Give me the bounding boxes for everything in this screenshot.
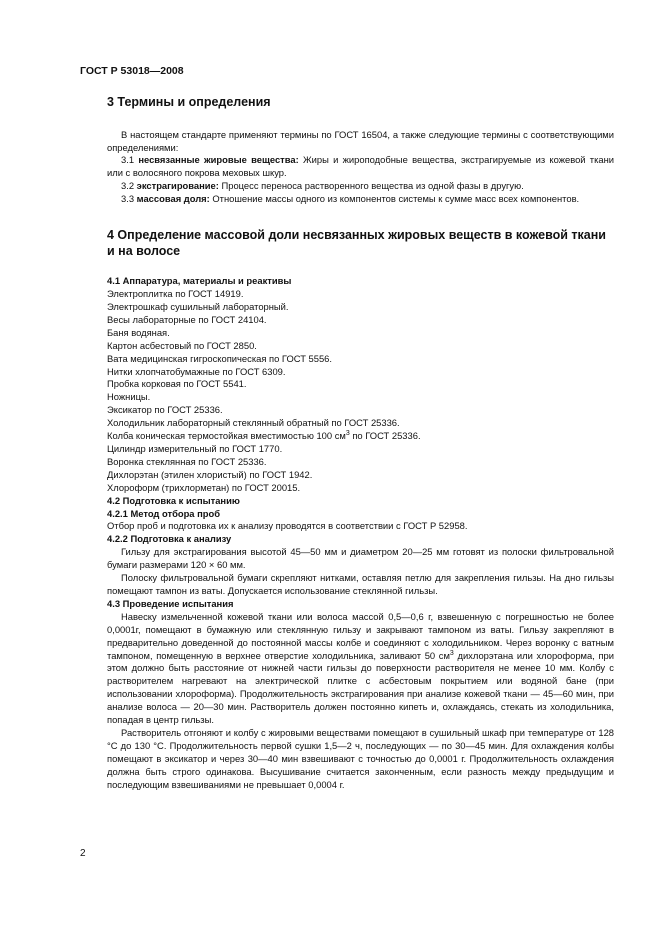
equipment-item: Электроплитка по ГОСТ 14919.	[107, 288, 244, 300]
equipment-item: Холодильник лабораторный стеклянный обратный по ГОСТ 25336.	[107, 417, 400, 429]
equipment-item: Эксикатор по ГОСТ 25336.	[107, 404, 223, 416]
term-name: экстрагирование:	[136, 180, 219, 192]
flask-unit-superscript: 3	[345, 429, 350, 437]
term-number: 3.2	[121, 180, 135, 192]
equipment-item: Баня водяная.	[107, 326, 170, 338]
section-4-2-1-title: 4.2.1 Метод отбора проб	[107, 507, 221, 519]
section-4-3-paragraph-1	[107, 611, 614, 727]
equipment-item: Нитки хлопчатобумажные по ГОСТ 6309.	[107, 365, 286, 377]
term-number: 3.3	[121, 193, 135, 205]
term-name: несвязанные жировые вещества:	[138, 154, 299, 166]
document-code: ГОСТ Р 53018—2008	[80, 65, 184, 77]
equipment-item: Пробка корковая по ГОСТ 5541.	[107, 378, 247, 390]
equipment-item: Хлороформ (трихлорметан) по ГОСТ 20015.	[107, 481, 301, 493]
equipment-item: Дихлорэтан (этилен хлористый) по ГОСТ 1942.	[107, 468, 313, 480]
equipment-list	[107, 288, 614, 495]
section-4-2-2-paragraph-2: Полоску фильтровальной бумаги скрепляют нитками, оставляя петлю для закрепления гильзы. На дно гильзы помещают тампон из ваты. Допускается использование стеклянной гильзы.	[107, 572, 614, 596]
term-3-2	[107, 180, 614, 193]
section-4-2-title: 4.2 Подготовка к испытанию	[107, 494, 240, 506]
equipment-item: Вата медицинская гигроскопическая по ГОСТ 5556.	[107, 352, 333, 364]
equipment-item: Воронка стеклянная по ГОСТ 25336.	[107, 455, 267, 467]
section-3-intro: В настоящем стандарте применяют термины по ГОСТ 16504, а также следующие термины с соответствующими определениями:	[107, 128, 614, 153]
section-4-2-2-title: 4.2.2 Подготовка к анализу	[107, 533, 232, 545]
section-3-title: 3 Термины и определения	[107, 95, 271, 109]
paragraph-text: Навеску измельченной кожевой ткани или волоса массой 0,5—0,6 г, взвешенную с погрешностью не более 0,0001г, помещают в бумажную или стеклянную гильзу и закрывают тампоном из ваты. Гильзу закрепляют в предварительно доведенной до постоянной массы колбе и соединяют с холодильником. Через воронку с ватным тампоном, помещенную в верхнее отверстие холодильника, заливают 50 см	[107, 610, 614, 661]
equipment-item-flask	[107, 430, 614, 443]
section-4-1-title: 4.1 Аппаратура, материалы и реактивы	[107, 275, 292, 287]
flask-text: Колба коническая термостойкая вместимостью 100 см	[107, 430, 346, 442]
section-4-3-title: 4.3 Проведение испытания	[107, 597, 234, 609]
term-definition: Отношение массы одного из компонентов системы к сумме масс всех компонентов.	[212, 193, 580, 205]
section-4-2-1-text: Отбор проб и подготовка их к анализу проводятся в соответствии с ГОСТ Р 52958.	[107, 520, 468, 532]
equipment-item: Цилиндр измерительный по ГОСТ 1770.	[107, 443, 283, 454]
equipment-item: Ножницы.	[107, 391, 151, 403]
term-number: 3.1	[121, 154, 135, 166]
term-definition: Жиры и жироподобные вещества, экстрагируемые из кожевой ткани или с волосяного покрова меховых шкур.	[107, 154, 615, 179]
equipment-item: Электрошкаф сушильный лабораторный.	[107, 301, 289, 313]
page-content	[107, 95, 614, 791]
flask-standard: по ГОСТ 25336.	[349, 430, 421, 442]
term-name: массовая доля:	[136, 193, 210, 205]
page-number: 2	[80, 848, 86, 859]
term-definition: Процесс переноса растворенного вещества из одной фазы в другую.	[221, 180, 524, 192]
paragraph-text-continued: дихлорэтана или хлороформа, при этом должно быть расстояние от нижней части гильзы до поверхности растворителя не менее 10 мм. Колбу с растворителем нагревают на электрической плитке с асбестовым покрытием или водяной бане (при использовании хлороформа). Продолжительность экстрагирования при анализе кожевой ткани — 45—60 мин, при анализе волоса — 20—30 мин. Растворитель должен постоянно кипеть и, охлаждаясь, стекать из холодильника, попадая в центр гильзы.	[107, 649, 614, 726]
equipment-item: Картон асбестовый по ГОСТ 2850.	[107, 339, 257, 351]
section-4-2-2-paragraph-1: Гильзу для экстрагирования высотой 45—50 мм и диаметром 20—25 мм готовят из полоски фильтровальной бумаги размерами 120 × 60 мм.	[107, 546, 614, 571]
term-3-3	[107, 193, 614, 206]
unit-superscript: 3	[449, 649, 454, 657]
term-3-1	[107, 154, 614, 180]
equipment-item: Весы лабораторные по ГОСТ 24104.	[107, 313, 267, 325]
section-4-3-paragraph-2: Растворитель отгоняют и колбу с жировыми веществами помещают в сушильный шкаф при температуре от 128 °С до 130 °С. Продолжительность первой сушки 1,5—2 ч, последующих — по 30—45 мин. Для охлаждения колбы помещают в эксикатор и через 30—40 мин взвешивают с точностью до 0,0001 г. Продолжительность охлаждения должна быть строго одинакова. Высушивание считается законченным, если разность между предыдущим и последующим взвешиваниями не превышает 0,0004 г.	[107, 726, 614, 790]
section-4-title: 4 Определение массовой доли несвязанных жировых веществ в кожевой ткани и на волосе	[107, 228, 606, 258]
